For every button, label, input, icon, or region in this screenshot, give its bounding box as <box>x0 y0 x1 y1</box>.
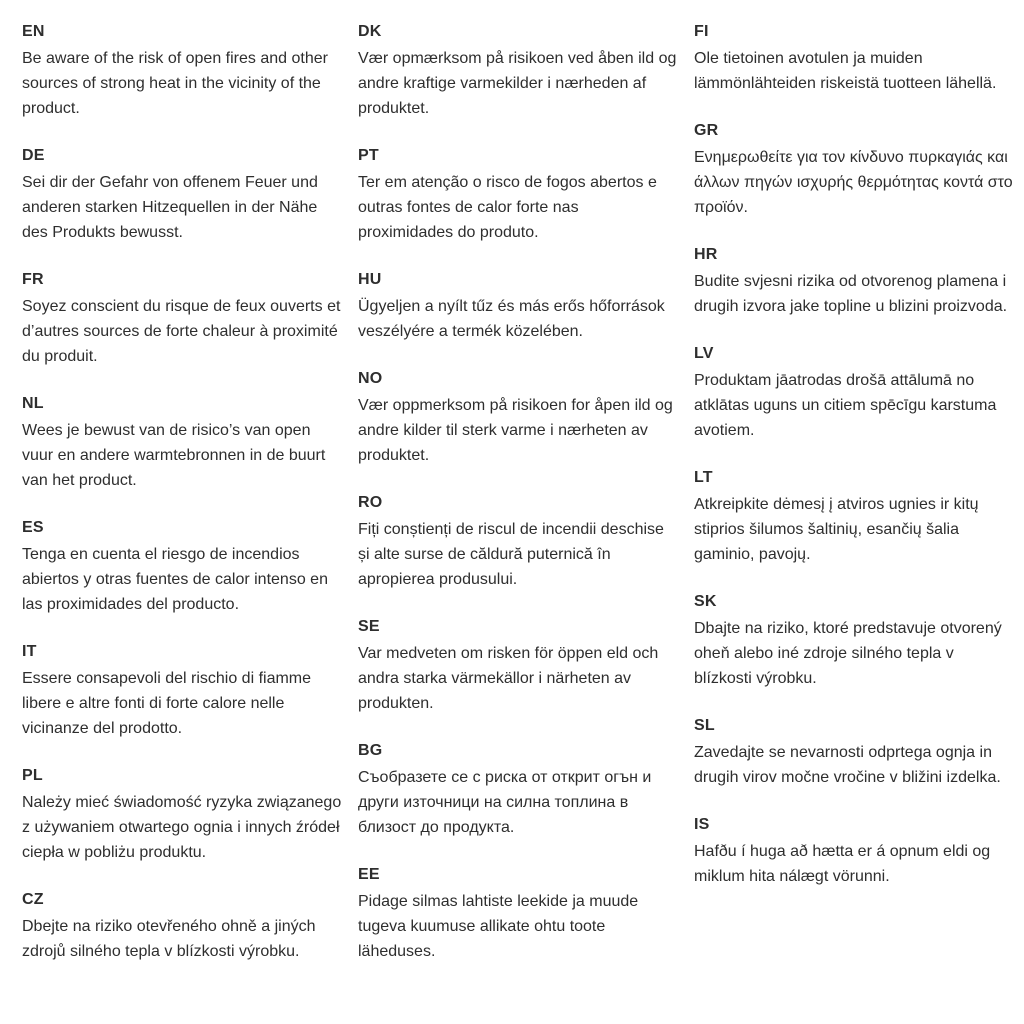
language-code: NL <box>22 395 44 412</box>
language-entry <box>358 863 678 964</box>
language-entry <box>22 20 342 121</box>
language-entry <box>358 144 678 245</box>
language-text: Ter em atenção o risco de fogos abertos e outras fontes de calor forte nas proximidades do produto. <box>358 174 657 241</box>
translations-column-1 <box>22 20 342 987</box>
language-code: NO <box>358 370 383 387</box>
language-text: Ενημερωθείτε για τον κίνδυνο πυρκαγιάς και άλλων πηγών ισχυρής θερμότητας κοντά στο προϊόν. <box>694 149 1013 216</box>
language-text: Dbejte na riziko otevřeného ohně a jiných zdrojů silného tepla v blízkosti výrobku. <box>22 918 316 960</box>
language-entry <box>22 392 342 493</box>
language-code: DK <box>358 23 382 40</box>
language-code: BG <box>358 742 383 759</box>
language-entry <box>694 466 1014 567</box>
language-entry <box>358 615 678 716</box>
language-code: SL <box>694 717 715 734</box>
language-text: Hafðu í huga að hætta er á opnum eldi og miklum hita nálægt vörunni. <box>694 843 991 885</box>
language-code: HU <box>358 271 382 288</box>
language-code: IT <box>22 643 37 660</box>
language-entry <box>358 739 678 840</box>
language-text: Vær oppmerksom på risikoen for åpen ild og andre kilder til sterk varme i nærheten av produktet. <box>358 397 673 464</box>
language-code: PL <box>22 767 43 784</box>
language-code: EN <box>22 23 45 40</box>
language-text: Sei dir der Gefahr von offenem Feuer und anderen starken Hitzequellen in der Nähe des Produkts bewusst. <box>22 174 318 241</box>
language-text: Ole tietoinen avotulen ja muiden lämmönlähteiden riskeistä tuotteen lähellä. <box>694 50 997 92</box>
language-text: Fiți conștienți de riscul de incendii deschise și alte surse de căldură puternică în apropierea produsului. <box>358 521 664 588</box>
language-entry <box>694 119 1014 220</box>
language-entry <box>358 268 678 344</box>
language-code: EE <box>358 866 380 883</box>
language-code: LT <box>694 469 713 486</box>
language-entry <box>694 714 1014 790</box>
language-text: Var medveten om risken för öppen eld och andra starka värmekällor i närheten av produkten. <box>358 645 659 712</box>
language-code: CZ <box>22 891 44 908</box>
language-code: FR <box>22 271 44 288</box>
language-text: Soyez conscient du risque de feux ouverts et d’autres sources de forte chaleur à proximité du produit. <box>22 298 341 365</box>
language-entry <box>22 144 342 245</box>
language-code: IS <box>694 816 710 833</box>
language-text: Budite svjesni rizika od otvorenog plamena i drugih izvora jake topline u blizini proizvoda. <box>694 273 1008 315</box>
language-code: PT <box>358 147 379 164</box>
language-text: Essere consapevoli del rischio di fiamme libere e altre fonti di forte calore nelle vicinanze del prodotto. <box>22 670 312 737</box>
language-text: Be aware of the risk of open fires and other sources of strong heat in the vicinity of the product. <box>22 50 328 117</box>
language-code: FI <box>694 23 709 40</box>
language-entry <box>694 590 1014 691</box>
language-text: Atkreipkite dėmesį į atviros ugnies ir kitų stiprios šilumos šaltinių, esančių šalia gaminio, pavojų. <box>694 496 979 563</box>
translations-column-2 <box>358 20 678 987</box>
language-text: Vær opmærksom på risikoen ved åben ild og andre kraftige varmekilder i nærheden af produktet. <box>358 50 677 117</box>
language-text: Należy mieć świadomość ryzyka związanego z używaniem otwartego ognia i innych źródeł ciepła w pobliżu produktu. <box>22 794 342 861</box>
language-code: SK <box>694 593 717 610</box>
language-code: DE <box>22 147 45 164</box>
language-entry <box>694 813 1014 889</box>
language-entry <box>358 491 678 592</box>
language-entry <box>22 640 342 741</box>
language-text: Pidage silmas lahtiste leekide ja muude tugeva kuumuse allikate ohtu toote läheduses. <box>358 893 639 960</box>
language-code: RO <box>358 494 383 511</box>
language-entry <box>694 243 1014 319</box>
language-text: Zavedajte se nevarnosti odprtega ognja in drugih virov močne vročine v bližini izdelka. <box>694 744 1001 786</box>
language-code: GR <box>694 122 719 139</box>
language-text: Съобразете се с риска от открит огън и други източници на силна топлина в близост до продукта. <box>358 769 652 836</box>
translations-column-3 <box>694 20 1014 987</box>
language-entry <box>22 516 342 617</box>
language-text: Produktam jāatrodas drošā attālumā no atklātas uguns un citiem spēcīgu karstuma avotiem. <box>694 372 997 439</box>
language-code: HR <box>694 246 718 263</box>
language-text: Wees je bewust van de risico’s van open vuur en andere warmtebronnen in de buurt van het product. <box>22 422 326 489</box>
language-entry <box>22 764 342 865</box>
language-code: ES <box>22 519 44 536</box>
language-text: Tenga en cuenta el riesgo de incendios abiertos y otras fuentes de calor intenso en las proximidades del producto. <box>22 546 328 613</box>
language-entry <box>22 268 342 369</box>
language-entry <box>22 888 342 964</box>
language-text: Dbajte na riziko, ktoré predstavuje otvorený oheň alebo iné zdroje silného tepla v blízkosti výrobku. <box>694 620 1002 687</box>
language-code: SE <box>358 618 380 635</box>
language-text: Ügyeljen a nyílt tűz és más erős hőforrások veszélyére a termék közelében. <box>358 298 665 340</box>
language-code: LV <box>694 345 714 362</box>
language-entry <box>694 20 1014 96</box>
language-entry <box>694 342 1014 443</box>
language-entry <box>358 367 678 468</box>
language-entry <box>358 20 678 121</box>
